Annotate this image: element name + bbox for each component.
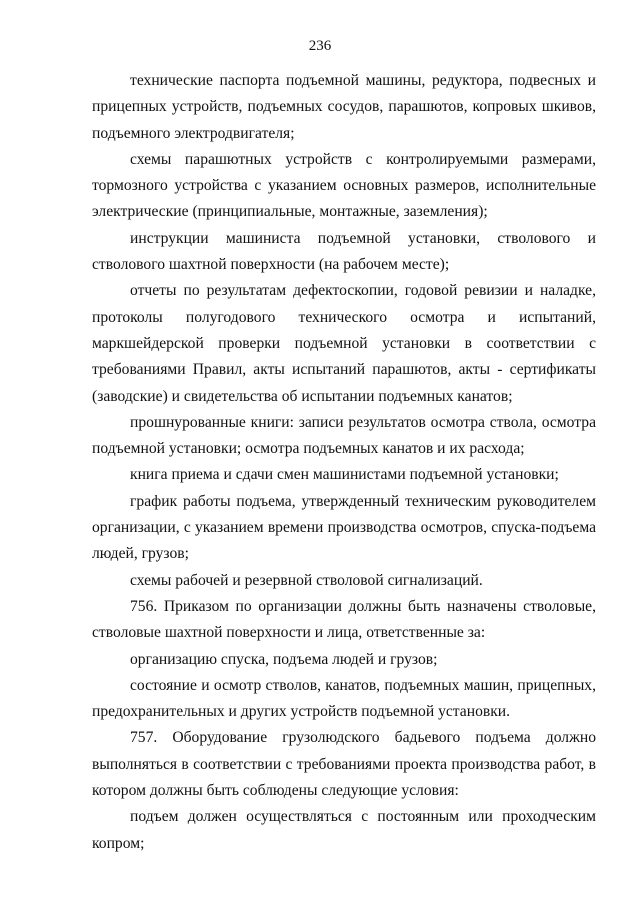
paragraph-shift-book: книга приема и сдачи смен машинистами подъемной установки; (130, 466, 559, 484)
paragraph-operator-instructions: инструкции машиниста подъемной установки, стволового и стволового шахтной поверхности (на рабочем месте); (92, 229, 596, 274)
paragraph-laced-books: прошнурованные книги: записи результатов осмотра ствола, осмотра подъемной установки; осмотра подъемных канатов и их расхода; (92, 413, 596, 458)
paragraph-organization-lowering: организацию спуска, подъема людей и грузов; (130, 650, 438, 668)
paragraph-signal-schemes: схемы рабочей и резервной стволовой сигнализаций. (130, 571, 483, 589)
paragraph-clause-756: 756. Приказом по организации должны быть назначены стволовые, стволовые шахтной поверхности и лица, ответственные за: (92, 597, 596, 642)
paragraph-test-reports: отчеты по результатам дефектоскопии, годовой ревизии и наладке, протоколы полугодового технического осмотра и испытаний, маркшейдерской проверки подъемной установки в соответствии с требованиями Правил, акты испытаний парашютов, акты - сертификаты (заводские) и свидетельства об испытании подъемных канатов; (92, 282, 596, 405)
paragraph-work-schedule: график работы подъема, утвержденный техническим руководителем организации, с указанием времени производства осмотров, спуска-подъема людей, грузов; (92, 492, 596, 563)
paragraph-parachute-schemes: схемы парашютных устройств с контролируемыми размерами, тормозного устройства с указанием основных размеров, исполнительные электрические (принципиальные, монтажные, заземления); (92, 150, 596, 221)
paragraph-inspection-state: состояние и осмотр стволов, канатов, подъемных машин, прицепных, предохранительных и других устройств подъемной установки. (92, 676, 596, 721)
document-body (92, 68, 596, 857)
paragraph-headframe-condition: подъем должен осуществляться с постоянным или проходческим копром; (92, 808, 596, 852)
paragraph-technical-passports: технические паспорта подъемной машины, редуктора, подвесных и прицепных устройств, подъемных сосудов, парашютов, копровых шкивов, подъемного электродвигателя; (92, 72, 596, 142)
paragraph-clause-757: 757. Оборудование грузолюдского бадьевого подъема должно выполняться в соответствии с требованиями проекта производства работ, в котором должны быть соблюдены следующие условия: (92, 729, 596, 800)
page-number: 236 (308, 38, 332, 54)
